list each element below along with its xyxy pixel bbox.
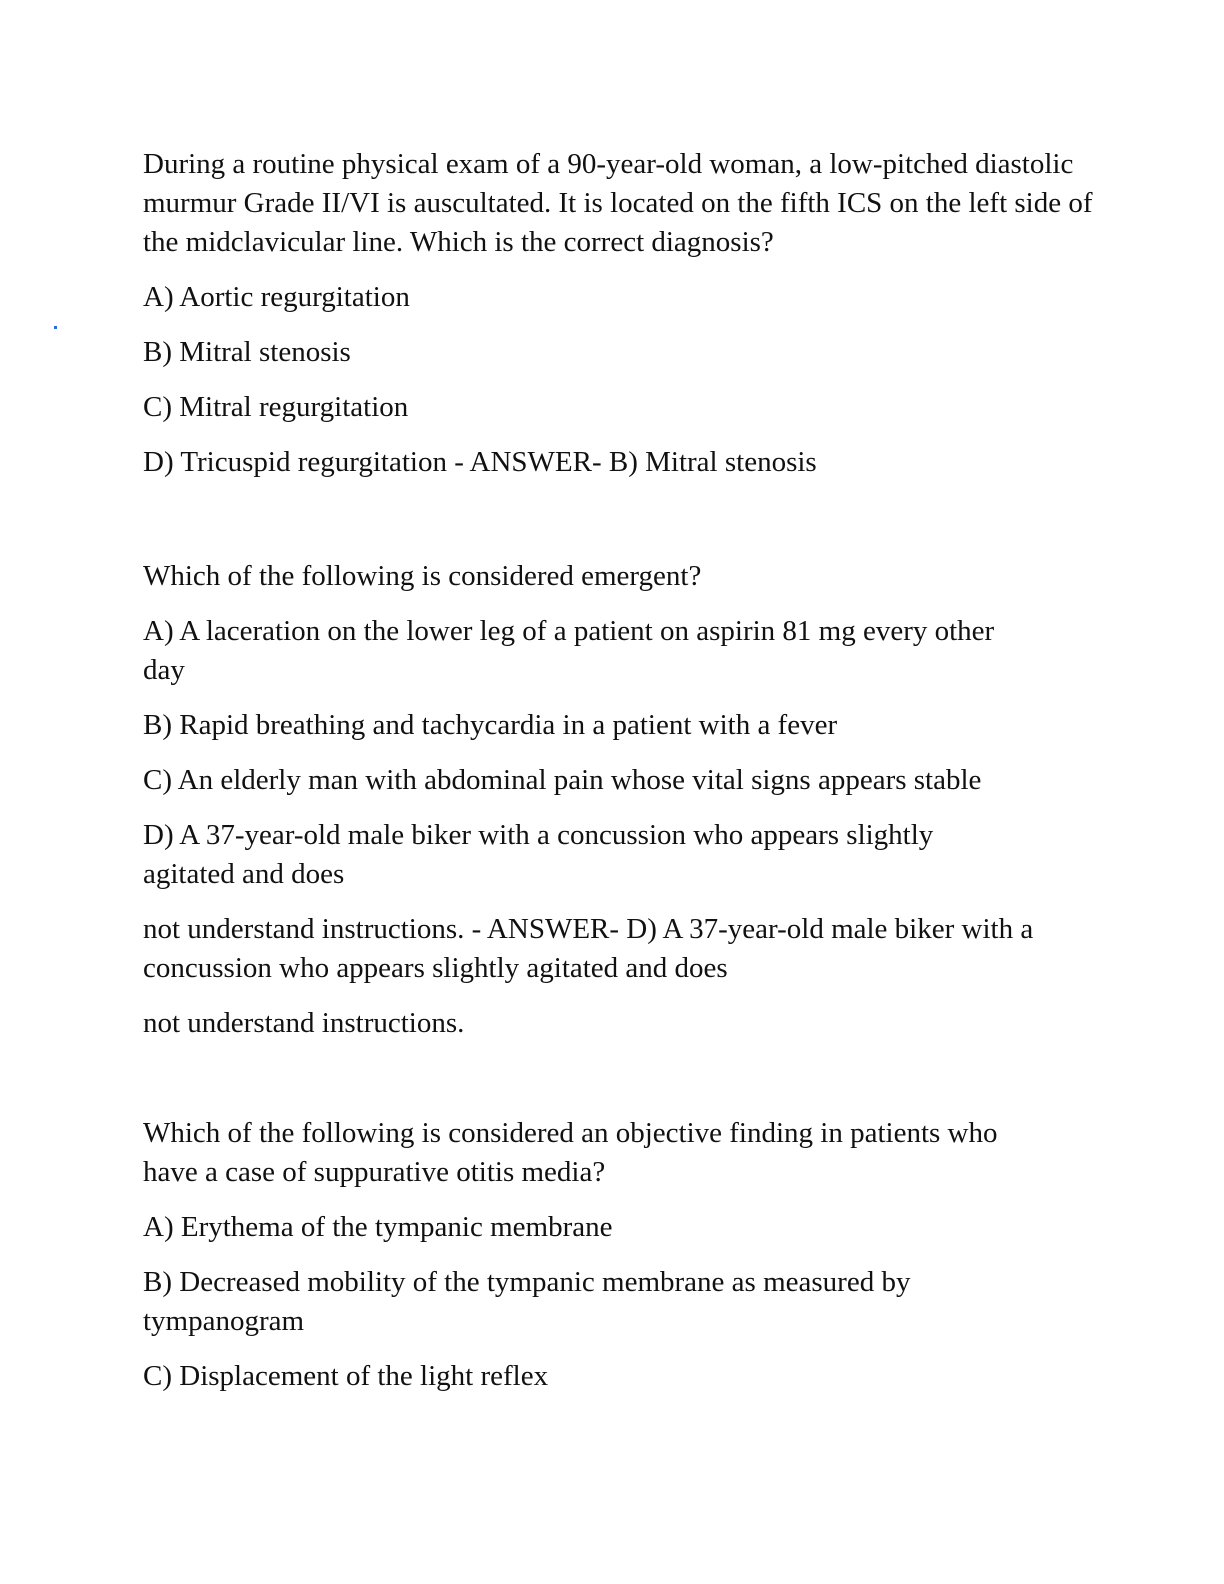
answer-option-b: B) Decreased mobility of the tympanic membrane as measured by tympanogram — [143, 1266, 911, 1337]
question-stem: Which of the following is considered emergent? — [143, 560, 702, 592]
answer-option-c: C) Mitral regurgitation — [143, 391, 409, 423]
answer-option-c: C) An elderly man with abdominal pain whose vital signs appears stable — [143, 764, 982, 796]
answer-text: not understand instructions. - ANSWER- D) A 37-year-old male biker with a concussion who appears slightly agitated and does — [143, 913, 1034, 984]
answer-option-a: A) A laceration on the lower leg of a patient on aspirin 81 mg every other day — [143, 615, 995, 686]
question-2 — [143, 557, 1103, 1059]
answer-option-d-with-answer: D) Tricuspid regurgitation - ANSWER- B) Mitral stenosis — [143, 446, 817, 478]
question-stem: Which of the following is considered an objective finding in patients who have a case of suppurative otitis media? — [143, 1117, 998, 1188]
answer-option-b: B) Rapid breathing and tachycardia in a patient with a fever — [143, 709, 838, 741]
question-1 — [143, 145, 1103, 498]
question-stem: During a routine physical exam of a 90-year-old woman, a low-pitched diastolic murmur Grade II/VI is auscultated. It is located on the fifth ICS on the left side of the midclavicular line. Which is the correct diagnosis? — [143, 148, 1093, 258]
answer-text-continued: not understand instructions. — [143, 1007, 465, 1039]
answer-option-c: C) Displacement of the light reflex — [143, 1360, 549, 1392]
answer-option-a: A) Aortic regurgitation — [143, 281, 410, 313]
answer-option-d: D) A 37-year-old male biker with a concussion who appears slightly agitated and does — [143, 819, 934, 890]
question-3 — [143, 1114, 1103, 1412]
answer-option-b: B) Mitral stenosis — [143, 336, 351, 368]
answer-option-a: A) Erythema of the tympanic membrane — [143, 1211, 613, 1243]
stray-mark — [54, 326, 57, 329]
